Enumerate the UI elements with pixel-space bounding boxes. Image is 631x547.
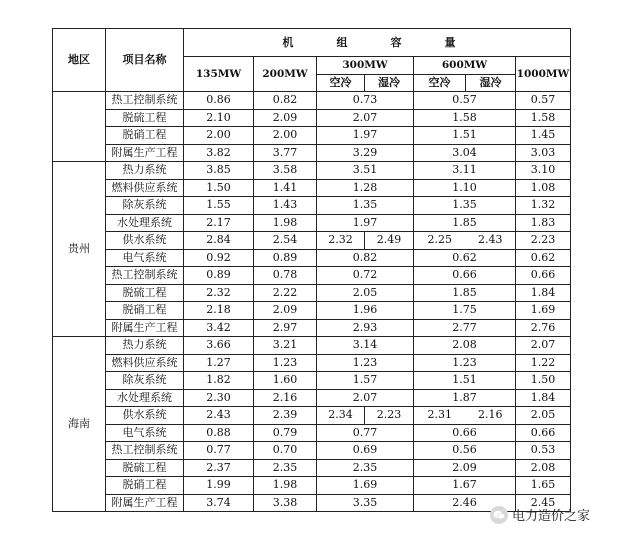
value-cell: 1.28 [317, 179, 414, 197]
item-name-cell: 电气系统 [106, 424, 184, 442]
value-cell: 3.77 [254, 144, 317, 162]
value-cell: 2.23 [516, 232, 571, 250]
value-cell: 3.14 [317, 337, 414, 355]
item-name-cell: 附属生产工程 [106, 144, 184, 162]
item-name-cell: 电气系统 [106, 249, 184, 267]
value-cell: 0.62 [516, 249, 571, 267]
header-600mw-air-cooled: 空冷 [414, 74, 466, 92]
value-cell: 0.89 [254, 249, 317, 267]
value-cell: 1.45 [516, 127, 571, 145]
item-name-cell: 热工控制系统 [106, 92, 184, 110]
value-cell: 3.42 [184, 319, 254, 337]
table-row [53, 372, 571, 390]
value-cell: 1.69 [516, 302, 571, 320]
value-cell: 2.37 [184, 459, 254, 477]
value-cell: 1.35 [414, 197, 516, 215]
value-cell: 2.93 [317, 319, 414, 337]
value-cell: 2.16 [254, 389, 317, 407]
item-name-cell: 热工控制系统 [106, 442, 184, 460]
value-cell: 2.17 [184, 214, 254, 232]
value-cell: 1.43 [254, 197, 317, 215]
value-cell: 1.96 [317, 302, 414, 320]
value-cell: 1.55 [184, 197, 254, 215]
value-cell: 1.65 [516, 477, 571, 495]
value-cell: 2.34 [317, 407, 365, 425]
value-cell: 2.16 [466, 407, 516, 425]
value-cell: 2.77 [414, 319, 516, 337]
table-row [53, 267, 571, 285]
item-name-cell: 除灰系统 [106, 372, 184, 390]
region-cell: 海南 [53, 337, 106, 512]
item-name-cell: 除灰系统 [106, 197, 184, 215]
value-cell: 2.07 [516, 337, 571, 355]
header-200mw: 200MW [254, 57, 317, 92]
header-item-name: 项目名称 [106, 29, 184, 92]
value-cell: 1.87 [414, 389, 516, 407]
value-cell: 1.27 [184, 354, 254, 372]
value-cell: 0.82 [254, 92, 317, 110]
value-cell: 1.32 [516, 197, 571, 215]
value-cell: 0.92 [184, 249, 254, 267]
value-cell: 3.04 [414, 144, 516, 162]
value-cell: 0.57 [414, 92, 516, 110]
table-row [53, 407, 571, 425]
item-name-cell: 脱硝工程 [106, 302, 184, 320]
value-cell: 0.66 [516, 267, 571, 285]
value-cell: 1.23 [414, 354, 516, 372]
header-unit-capacity: 机 组 容 量 [184, 29, 571, 57]
header-600mw-wet-cooled: 湿冷 [466, 74, 516, 92]
item-name-cell: 供水系统 [106, 407, 184, 425]
value-cell: 2.32 [184, 284, 254, 302]
value-cell: 1.57 [317, 372, 414, 390]
value-cell: 1.84 [516, 284, 571, 302]
table-row [53, 389, 571, 407]
capacity-cost-table [52, 28, 571, 512]
table-row [53, 354, 571, 372]
value-cell: 2.45 [516, 494, 571, 512]
region-cell: 贵州 [53, 162, 106, 337]
value-cell: 1.98 [254, 477, 317, 495]
wechat-bubble-icon [490, 506, 508, 524]
value-cell: 0.89 [184, 267, 254, 285]
value-cell: 1.97 [317, 127, 414, 145]
table-row [53, 144, 571, 162]
table-row [53, 162, 571, 180]
value-cell: 1.75 [414, 302, 516, 320]
value-cell: 1.23 [254, 354, 317, 372]
value-cell: 2.05 [516, 407, 571, 425]
item-name-cell: 附属生产工程 [106, 319, 184, 337]
value-cell: 2.76 [516, 319, 571, 337]
watermark [490, 505, 590, 524]
value-cell: 2.09 [254, 109, 317, 127]
value-cell: 1.51 [414, 372, 516, 390]
item-name-cell: 燃料供应系统 [106, 354, 184, 372]
value-cell: 2.49 [365, 232, 414, 250]
item-name-cell: 热工控制系统 [106, 267, 184, 285]
value-cell: 3.58 [254, 162, 317, 180]
value-cell: 0.69 [317, 442, 414, 460]
value-cell: 3.21 [254, 337, 317, 355]
value-cell: 0.72 [317, 267, 414, 285]
table-row [53, 197, 571, 215]
value-cell: 2.97 [254, 319, 317, 337]
table-row [53, 459, 571, 477]
value-cell: 0.70 [254, 442, 317, 460]
value-cell: 1.22 [516, 354, 571, 372]
value-cell: 2.43 [184, 407, 254, 425]
value-cell: 2.05 [317, 284, 414, 302]
header-region: 地区 [53, 29, 106, 92]
item-name-cell: 热力系统 [106, 162, 184, 180]
value-cell: 2.18 [184, 302, 254, 320]
value-cell: 1.23 [317, 354, 414, 372]
value-cell: 1.41 [254, 179, 317, 197]
value-cell: 0.57 [516, 92, 571, 110]
value-cell: 2.22 [254, 284, 317, 302]
item-name-cell: 燃料供应系统 [106, 179, 184, 197]
value-cell: 0.66 [516, 424, 571, 442]
value-cell: 2.31 [414, 407, 466, 425]
value-cell: 1.50 [516, 372, 571, 390]
watermark-text: 电力造价之家 [512, 509, 591, 524]
table-row [53, 179, 571, 197]
table-row [53, 442, 571, 460]
value-cell: 0.56 [414, 442, 516, 460]
value-cell: 0.78 [254, 267, 317, 285]
value-cell: 2.32 [317, 232, 365, 250]
value-cell: 2.10 [184, 109, 254, 127]
value-cell: 3.29 [317, 144, 414, 162]
header-135mw: 135MW [184, 57, 254, 92]
header-600mw: 600MW [414, 57, 516, 75]
value-cell: 0.88 [184, 424, 254, 442]
item-name-cell: 热力系统 [106, 337, 184, 355]
value-cell: 2.84 [184, 232, 254, 250]
value-cell: 1.60 [254, 372, 317, 390]
table-row [53, 127, 571, 145]
value-cell: 2.30 [184, 389, 254, 407]
value-cell: 0.53 [516, 442, 571, 460]
value-cell: 1.85 [414, 214, 516, 232]
item-name-cell: 水处理系统 [106, 214, 184, 232]
value-cell: 3.03 [516, 144, 571, 162]
value-cell: 2.09 [254, 302, 317, 320]
table-row [53, 319, 571, 337]
value-cell: 1.50 [184, 179, 254, 197]
table-row [53, 337, 571, 355]
header-300mw-air-cooled: 空冷 [317, 74, 365, 92]
value-cell: 0.66 [414, 267, 516, 285]
table-row [53, 109, 571, 127]
value-cell: 3.10 [516, 162, 571, 180]
table-row [53, 92, 571, 110]
value-cell: 2.07 [317, 389, 414, 407]
item-name-cell: 脱硝工程 [106, 477, 184, 495]
value-cell: 1.97 [317, 214, 414, 232]
value-cell: 0.66 [414, 424, 516, 442]
value-cell: 2.25 [414, 232, 466, 250]
value-cell: 2.08 [516, 459, 571, 477]
value-cell: 0.77 [184, 442, 254, 460]
item-name-cell: 脱硝工程 [106, 127, 184, 145]
value-cell: 2.09 [414, 459, 516, 477]
value-cell: 1.67 [414, 477, 516, 495]
value-cell: 1.10 [414, 179, 516, 197]
value-cell: 1.83 [516, 214, 571, 232]
item-name-cell: 脱硫工程 [106, 284, 184, 302]
table-row [53, 214, 571, 232]
value-cell: 3.66 [184, 337, 254, 355]
table-body [53, 92, 571, 512]
value-cell: 2.35 [254, 459, 317, 477]
table-row [53, 249, 571, 267]
value-cell: 1.85 [414, 284, 516, 302]
value-cell: 3.82 [184, 144, 254, 162]
value-cell: 1.51 [414, 127, 516, 145]
value-cell: 3.85 [184, 162, 254, 180]
value-cell: 3.38 [254, 494, 317, 512]
value-cell: 1.58 [516, 109, 571, 127]
value-cell: 0.79 [254, 424, 317, 442]
table-header [53, 29, 571, 92]
value-cell: 0.62 [414, 249, 516, 267]
value-cell: 0.77 [317, 424, 414, 442]
value-cell: 1.84 [516, 389, 571, 407]
value-cell: 3.35 [317, 494, 414, 512]
value-cell: 2.39 [254, 407, 317, 425]
value-cell: 2.08 [414, 337, 516, 355]
item-name-cell: 水处理系统 [106, 389, 184, 407]
value-cell: 0.86 [184, 92, 254, 110]
item-name-cell: 脱硫工程 [106, 459, 184, 477]
value-cell: 1.69 [317, 477, 414, 495]
item-name-cell: 脱硫工程 [106, 109, 184, 127]
header-300mw-wet-cooled: 湿冷 [365, 74, 414, 92]
item-name-cell: 供水系统 [106, 232, 184, 250]
value-cell: 1.82 [184, 372, 254, 390]
header-300mw: 300MW [317, 57, 414, 75]
value-cell: 0.73 [317, 92, 414, 110]
item-name-cell: 附属生产工程 [106, 494, 184, 512]
value-cell: 2.43 [466, 232, 516, 250]
value-cell: 3.11 [414, 162, 516, 180]
value-cell: 1.58 [414, 109, 516, 127]
value-cell: 3.74 [184, 494, 254, 512]
table-row [53, 302, 571, 320]
table-row [53, 424, 571, 442]
value-cell: 2.00 [254, 127, 317, 145]
value-cell: 2.00 [184, 127, 254, 145]
header-1000mw: 1000MW [516, 57, 571, 92]
region-cell [53, 92, 106, 162]
value-cell: 1.99 [184, 477, 254, 495]
value-cell: 2.35 [317, 459, 414, 477]
value-cell: 2.46 [414, 494, 516, 512]
value-cell: 1.98 [254, 214, 317, 232]
table-row [53, 232, 571, 250]
value-cell: 3.51 [317, 162, 414, 180]
value-cell: 1.35 [317, 197, 414, 215]
value-cell: 1.08 [516, 179, 571, 197]
value-cell: 2.07 [317, 109, 414, 127]
value-cell: 2.54 [254, 232, 317, 250]
value-cell: 2.23 [365, 407, 414, 425]
table-row [53, 284, 571, 302]
value-cell: 0.82 [317, 249, 414, 267]
table-row [53, 477, 571, 495]
